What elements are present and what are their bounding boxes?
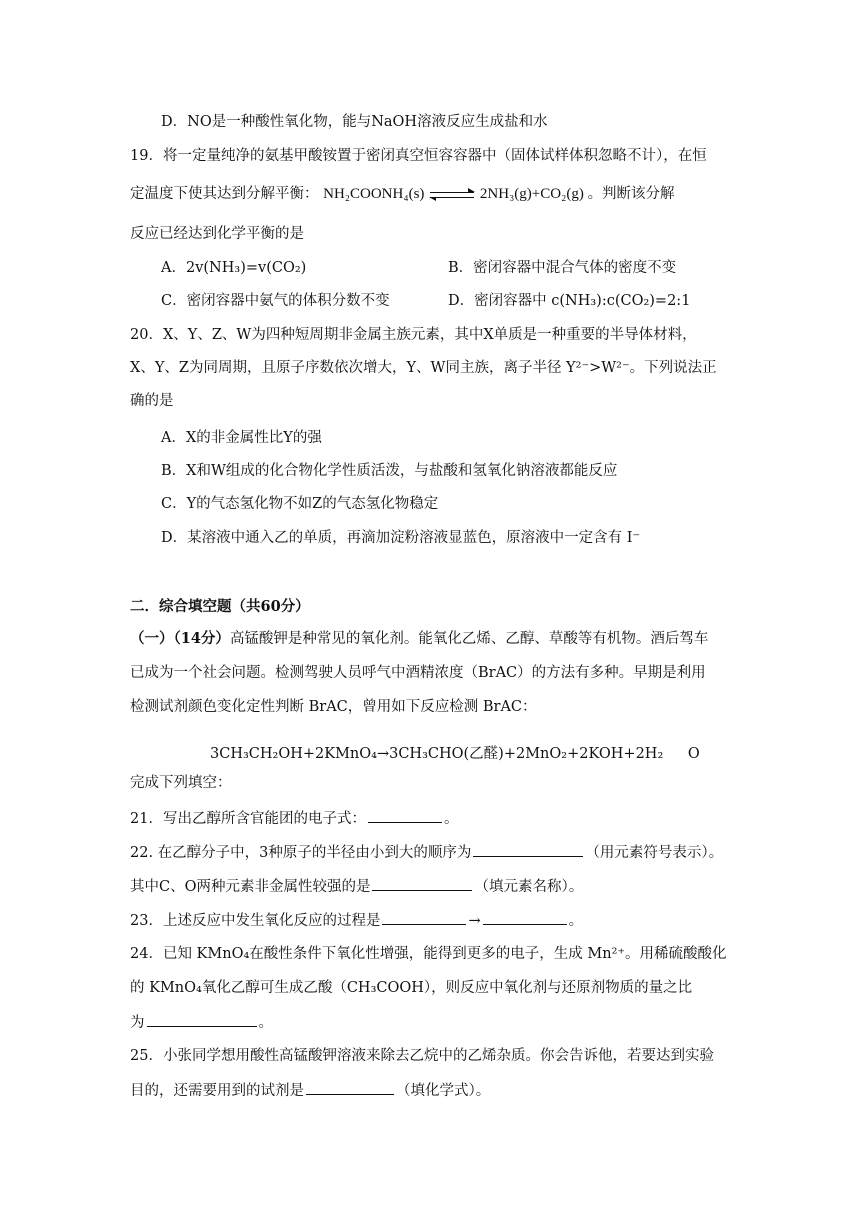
q20-stem-line1: 20．X、Y、Z、W为四种短周期非金属主族元素，其中X单质是一种重要的半导体材料， bbox=[130, 327, 697, 343]
q25-line2 bbox=[130, 1080, 490, 1101]
q19-equation bbox=[323, 186, 587, 202]
q23-arrow: → bbox=[468, 913, 481, 929]
q20-stem-line3: 确的是 bbox=[130, 393, 174, 409]
q19-stem-line1: 19．将一定量纯净的氨基甲酸铵置于密闭真空恒容容器中（固体试样体积忽略不计），在恒 bbox=[130, 148, 707, 164]
complete-instruction: 完成下列填空： bbox=[130, 775, 232, 791]
q22-blank2 bbox=[372, 876, 472, 891]
q21-blank bbox=[368, 808, 442, 823]
q22-line1 bbox=[130, 842, 723, 863]
eq-left: NH₂COONH₄(s) bbox=[323, 186, 425, 202]
q19-stem-line2 bbox=[130, 184, 675, 204]
q24-line3-end: 。 bbox=[258, 1015, 273, 1031]
q25-line2-text: 目的，还需要用到的试剂是 bbox=[130, 1083, 304, 1099]
reaction-o: O bbox=[687, 746, 700, 762]
q22-blank1 bbox=[473, 842, 583, 857]
q20-option-a: A．X的非金属性比Y的强 bbox=[161, 430, 322, 446]
q21-text: 21．写出乙醇所含官能团的电子式： bbox=[130, 811, 366, 827]
q23-text: 23．上述反应中发生氧化反应的过程是 bbox=[130, 913, 381, 929]
q19-option-c: C．密闭容器中氨气的体积分数不变 bbox=[161, 293, 390, 309]
q24-blank bbox=[147, 1012, 257, 1027]
part1-line1-text: 高锰酸钾是种常见的氧化剂。能氧化乙烯、乙醇、草酸等有机物。酒后驾车 bbox=[229, 631, 709, 647]
part1-line1 bbox=[130, 629, 708, 649]
eq-right: 2NH₃(g)+CO₂(g) bbox=[479, 186, 584, 202]
q21 bbox=[130, 808, 458, 829]
q24-line3-text: 为 bbox=[130, 1015, 145, 1031]
q19-option-a: A．2v(NH₃)=v(CO₂) bbox=[161, 260, 307, 276]
equilibrium-arrow-icon bbox=[430, 188, 474, 202]
q18-option-d: D．NO是一种酸性氧化物，能与NaOH溶液反应生成盐和水 bbox=[161, 114, 548, 130]
q19-stem-line3: 反应已经达到化学平衡的是 bbox=[130, 226, 304, 242]
q20-option-c: C．Y的气态氢化物不如Z的气态氢化物稳定 bbox=[161, 496, 439, 512]
q24-line1: 24．已知 KMnO₄在酸性条件下氧化性增强，能得到更多的电子，生成 Mn²⁺。用稀硫酸酸化 bbox=[130, 946, 727, 962]
q20-stem-line2: X、Y、Z为同周期，且原子序数依次增大，Y、W同主族，离子半径 Y²⁻>W²⁻。下列说法正 bbox=[130, 360, 717, 376]
q23-blank2 bbox=[483, 910, 567, 925]
q25-blank bbox=[306, 1080, 394, 1095]
part1-line2: 已成为一个社会问题。检测驾驶人员呼气中酒精浓度（BrAC）的方法有多种。早期是利用 bbox=[130, 665, 706, 681]
reaction-equation bbox=[210, 744, 700, 764]
reaction-text: 3CH₃CH₂OH+2KMnO₄→3CH₃CHO(乙醛)+2MnO₂+2KOH+2H₂ bbox=[210, 746, 664, 762]
q22-line1-end: （用元素符号表示）。 bbox=[585, 845, 724, 861]
q23 bbox=[130, 910, 583, 931]
q22-line2 bbox=[130, 876, 583, 897]
q25-line1: 25．小张同学想用酸性高锰酸钾溶液来除去乙烷中的乙烯杂质。你会告诉他，若要达到实验 bbox=[130, 1048, 714, 1064]
q20-option-d: D．某溶液中通入乙的单质，再滴加淀粉溶液显蓝色，原溶液中一定含有 I⁻ bbox=[161, 530, 641, 546]
q23-end: 。 bbox=[568, 913, 584, 929]
section-title: 二．综合填空题（共60分） bbox=[130, 598, 310, 615]
q19-option-b: B．密闭容器中混合气体的密度不变 bbox=[448, 260, 677, 276]
q19-option-d: D．密闭容器中 c(NH₃):c(CO₂)=2:1 bbox=[448, 293, 691, 309]
q24-line3 bbox=[130, 1012, 273, 1033]
q24-line2: 的 KMnO₄氧化乙醇可生成乙酸（CH₃COOH），则反应中氧化剂与还原剂物质的量之比 bbox=[130, 980, 693, 996]
q22-line2-end: （填元素名称）。 bbox=[474, 879, 584, 895]
q23-blank1 bbox=[382, 910, 466, 925]
part1-line3: 检测试剂颜色变化定性判断 BrAC，曾用如下反应检测 BrAC： bbox=[130, 699, 537, 715]
q19-stem-line2-text: 定温度下使其达到分解平衡： bbox=[130, 186, 319, 202]
q21-end: 。 bbox=[443, 811, 459, 827]
q25-line2-end: （填化学式）。 bbox=[396, 1083, 491, 1099]
q20-option-b: B．X和W组成的化合物化学性质活泼，与盐酸和氢氧化钠溶液都能反应 bbox=[161, 463, 618, 479]
q22-line2-text: 其中C、O两种元素非金属性较强的是 bbox=[130, 879, 371, 895]
part1-label: （一）（14分） bbox=[130, 630, 230, 647]
q22-line1-text: 22. 在乙醇分子中，3种原子的半径由小到大的顺序为 bbox=[130, 845, 472, 861]
q19-stem-line2-end: 。判断该分解 bbox=[587, 186, 675, 202]
